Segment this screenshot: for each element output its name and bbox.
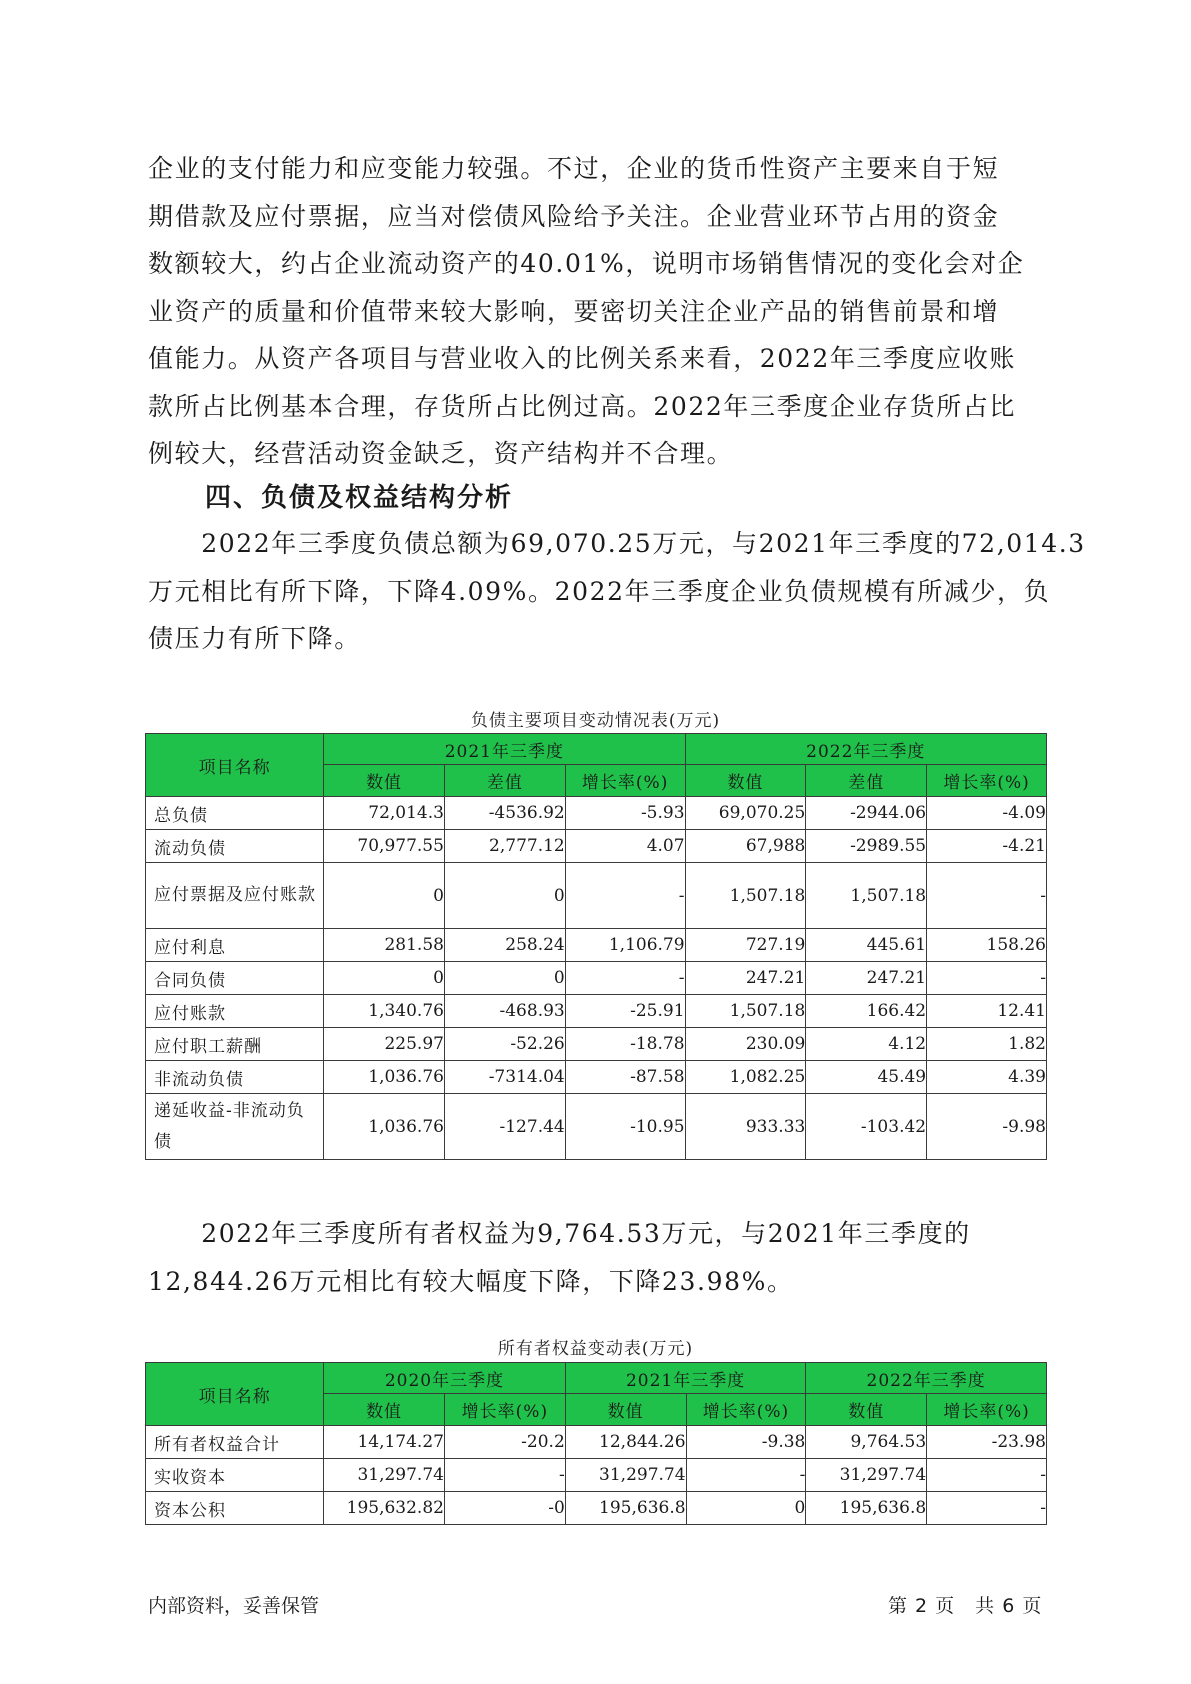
table-cell: -9.38 (686, 1426, 806, 1459)
table-cell: 258.24 (444, 929, 565, 962)
table-cell: 0 (686, 1492, 806, 1525)
table-cell: 166.42 (806, 995, 927, 1028)
table-row (146, 1028, 1047, 1061)
table-cell: -0 (444, 1492, 565, 1525)
row-label: 资本公积 (146, 1492, 324, 1525)
column-header: 数值 (685, 765, 806, 797)
table-cell: 247.21 (685, 962, 806, 995)
table-cell: -2989.55 (806, 830, 927, 863)
table-cell: 1,036.76 (324, 1094, 445, 1160)
column-group-header: 2020年三季度 (324, 1363, 566, 1394)
row-label: 应付票据及应付账款 (146, 863, 324, 929)
text-line: 例较大，经营活动资金缺乏，资产结构并不合理。 (148, 439, 734, 468)
table-cell: 1,106.79 (565, 929, 685, 962)
table-caption-liabilities: 负债主要项目变动情况表(万元) (470, 711, 721, 731)
table-cell: 230.09 (685, 1028, 806, 1061)
column-header: 增长率(%) (565, 765, 685, 797)
column-group-header: 2022年三季度 (806, 1363, 1047, 1394)
column-header: 增长率(%) (686, 1394, 806, 1426)
table-cell: 72,014.3 (324, 797, 445, 830)
table-cell: 1.82 (927, 1028, 1047, 1061)
text-line: 企业的支付能力和应变能力较强。不过，企业的货币性资产主要来自于短 (148, 154, 1000, 183)
table-row (146, 1061, 1047, 1094)
text-line: 2022年三季度所有者权益为9,764.53万元，与2021年三季度的 (148, 1219, 971, 1248)
footer-page-number: 第 2 页 共 6 页 (888, 1595, 1043, 1617)
table-cell: 1,340.76 (324, 995, 445, 1028)
table-cell: 12,844.26 (565, 1426, 686, 1459)
table-row (146, 962, 1047, 995)
table-cell: - (565, 962, 685, 995)
table-cell: - (927, 1459, 1047, 1492)
column-header: 数值 (324, 1394, 445, 1426)
row-label: 所有者权益合计 (146, 1426, 324, 1459)
table-cell: -52.26 (444, 1028, 565, 1061)
equity-table (145, 1362, 1047, 1525)
table-cell: -20.2 (444, 1426, 565, 1459)
table-cell: 1,507.18 (806, 863, 927, 929)
column-header: 差值 (806, 765, 927, 797)
table-cell: -4.21 (927, 830, 1047, 863)
column-header: 增长率(%) (444, 1394, 565, 1426)
column-header: 数值 (806, 1394, 927, 1426)
table-row (146, 797, 1047, 830)
text-line: 债压力有所下降。 (148, 624, 361, 653)
column-group-header: 2022年三季度 (685, 734, 1046, 765)
table-cell: 1,507.18 (685, 863, 806, 929)
column-header-item-name: 项目名称 (146, 1363, 324, 1426)
table-cell: 4.39 (927, 1061, 1047, 1094)
table-cell: -7314.04 (444, 1061, 565, 1094)
table-cell: 445.61 (806, 929, 927, 962)
table-cell: -127.44 (444, 1094, 565, 1160)
table-cell: 2,777.12 (444, 830, 565, 863)
table-cell: 1,507.18 (685, 995, 806, 1028)
column-header: 增长率(%) (927, 1394, 1047, 1426)
row-label: 递延收益-非流动负债 (146, 1094, 324, 1160)
row-label: 非流动负债 (146, 1061, 324, 1094)
table-cell: 195,636.8 (565, 1492, 686, 1525)
column-header: 数值 (565, 1394, 686, 1426)
text-line: 款所占比例基本合理，存货所占比例过高。2022年三季度企业存货所占比 (148, 391, 1017, 421)
table-cell: 1,036.76 (324, 1061, 445, 1094)
table-cell: 31,297.74 (565, 1459, 686, 1492)
table-cell: - (444, 1459, 565, 1492)
table-row (146, 1094, 1047, 1160)
table-cell: -10.95 (565, 1094, 685, 1160)
table-cell: 4.12 (806, 1028, 927, 1061)
text-line: 业资产的质量和价值带来较大影响，要密切关注企业产品的销售前景和增 (148, 296, 1000, 326)
text-line: 数额较大，约占企业流动资产的40.01%，说明市场销售情况的变化会对企 (148, 249, 1025, 278)
paragraph-liabilities (148, 520, 1086, 663)
table-cell: 67,988 (685, 830, 806, 863)
column-group-header: 2021年三季度 (324, 734, 685, 765)
table-cell: -103.42 (806, 1094, 927, 1160)
table-cell: -5.93 (565, 797, 685, 830)
table-cell: - (927, 962, 1047, 995)
table-cell: 69,070.25 (685, 797, 806, 830)
table-cell: 195,632.82 (324, 1492, 445, 1525)
table-cell: 14,174.27 (324, 1426, 445, 1459)
column-header: 数值 (324, 765, 445, 797)
footer-confidential-note: 内部资料，妥善保管 (148, 1595, 320, 1617)
table-row (146, 1459, 1047, 1492)
table-cell: -18.78 (565, 1028, 685, 1061)
table-cell: -23.98 (927, 1426, 1047, 1459)
table-cell: 0 (444, 863, 565, 929)
table-row (146, 1492, 1047, 1525)
row-label: 总负债 (146, 797, 324, 830)
text-line: 万元相比有所下降，下降4.09%。2022年三季度企业负债规模有所减少，负 (148, 576, 1051, 606)
text-line: 期借款及应付票据，应当对偿债风险给予关注。企业营业环节占用的资金 (148, 201, 1000, 231)
table-cell: 9,764.53 (806, 1426, 927, 1459)
table-cell: -87.58 (565, 1061, 685, 1094)
row-label: 实收资本 (146, 1459, 324, 1492)
table-cell: 4.07 (565, 830, 685, 863)
table-cell: -2944.06 (806, 797, 927, 830)
table-cell: -9.98 (927, 1094, 1047, 1160)
text-line: 值能力。从资产各项目与营业收入的比例关系来看，2022年三季度应收账 (148, 344, 1017, 373)
table-cell: - (927, 863, 1047, 929)
row-label: 应付职工薪酬 (146, 1028, 324, 1061)
table-row (146, 1426, 1047, 1459)
table-caption-equity: 所有者权益变动表(万元) (497, 1339, 694, 1359)
table-cell: 727.19 (685, 929, 806, 962)
table-cell: 225.97 (324, 1028, 445, 1061)
table-cell: 31,297.74 (324, 1459, 445, 1492)
row-label: 应付利息 (146, 929, 324, 962)
table-cell: 1,082.25 (685, 1061, 806, 1094)
column-group-header: 2021年三季度 (565, 1363, 806, 1394)
table-row (146, 863, 1047, 929)
table-cell: -4.09 (927, 797, 1047, 830)
row-label: 合同负债 (146, 962, 324, 995)
table-row (146, 830, 1047, 863)
table-cell: 0 (324, 962, 445, 995)
table-cell: -4536.92 (444, 797, 565, 830)
table-row (146, 929, 1047, 962)
row-label: 流动负债 (146, 830, 324, 863)
table-cell: 247.21 (806, 962, 927, 995)
column-header: 差值 (444, 765, 565, 797)
table-cell: 933.33 (685, 1094, 806, 1160)
table-cell: 70,977.55 (324, 830, 445, 863)
table-cell: 12.41 (927, 995, 1047, 1028)
table-cell: - (565, 863, 685, 929)
table-row (146, 995, 1047, 1028)
column-header-item-name: 项目名称 (146, 734, 324, 797)
table-cell: -25.91 (565, 995, 685, 1028)
text-line: 2022年三季度负债总额为69,070.25万元，与2021年三季度的72,014.3 (148, 529, 1086, 558)
liabilities-table (145, 733, 1047, 1160)
section-heading: 四、负债及权益结构分析 (205, 483, 514, 513)
table-cell: - (686, 1459, 806, 1492)
table-cell: 45.49 (806, 1061, 927, 1094)
table-cell: 0 (444, 962, 565, 995)
table-cell: - (927, 1492, 1047, 1525)
paragraph-asset-structure (148, 145, 1048, 478)
table-cell: 195,636.8 (806, 1492, 927, 1525)
table-cell: -468.93 (444, 995, 565, 1028)
table-cell: 158.26 (927, 929, 1047, 962)
text-line: 12,844.26万元相比有较大幅度下降，下降23.98%。 (148, 1266, 794, 1296)
table-cell: 0 (324, 863, 445, 929)
row-label: 应付账款 (146, 995, 324, 1028)
table-cell: 31,297.74 (806, 1459, 927, 1492)
paragraph-equity (148, 1210, 1048, 1305)
column-header: 增长率(%) (927, 765, 1047, 797)
table-cell: 281.58 (324, 929, 445, 962)
